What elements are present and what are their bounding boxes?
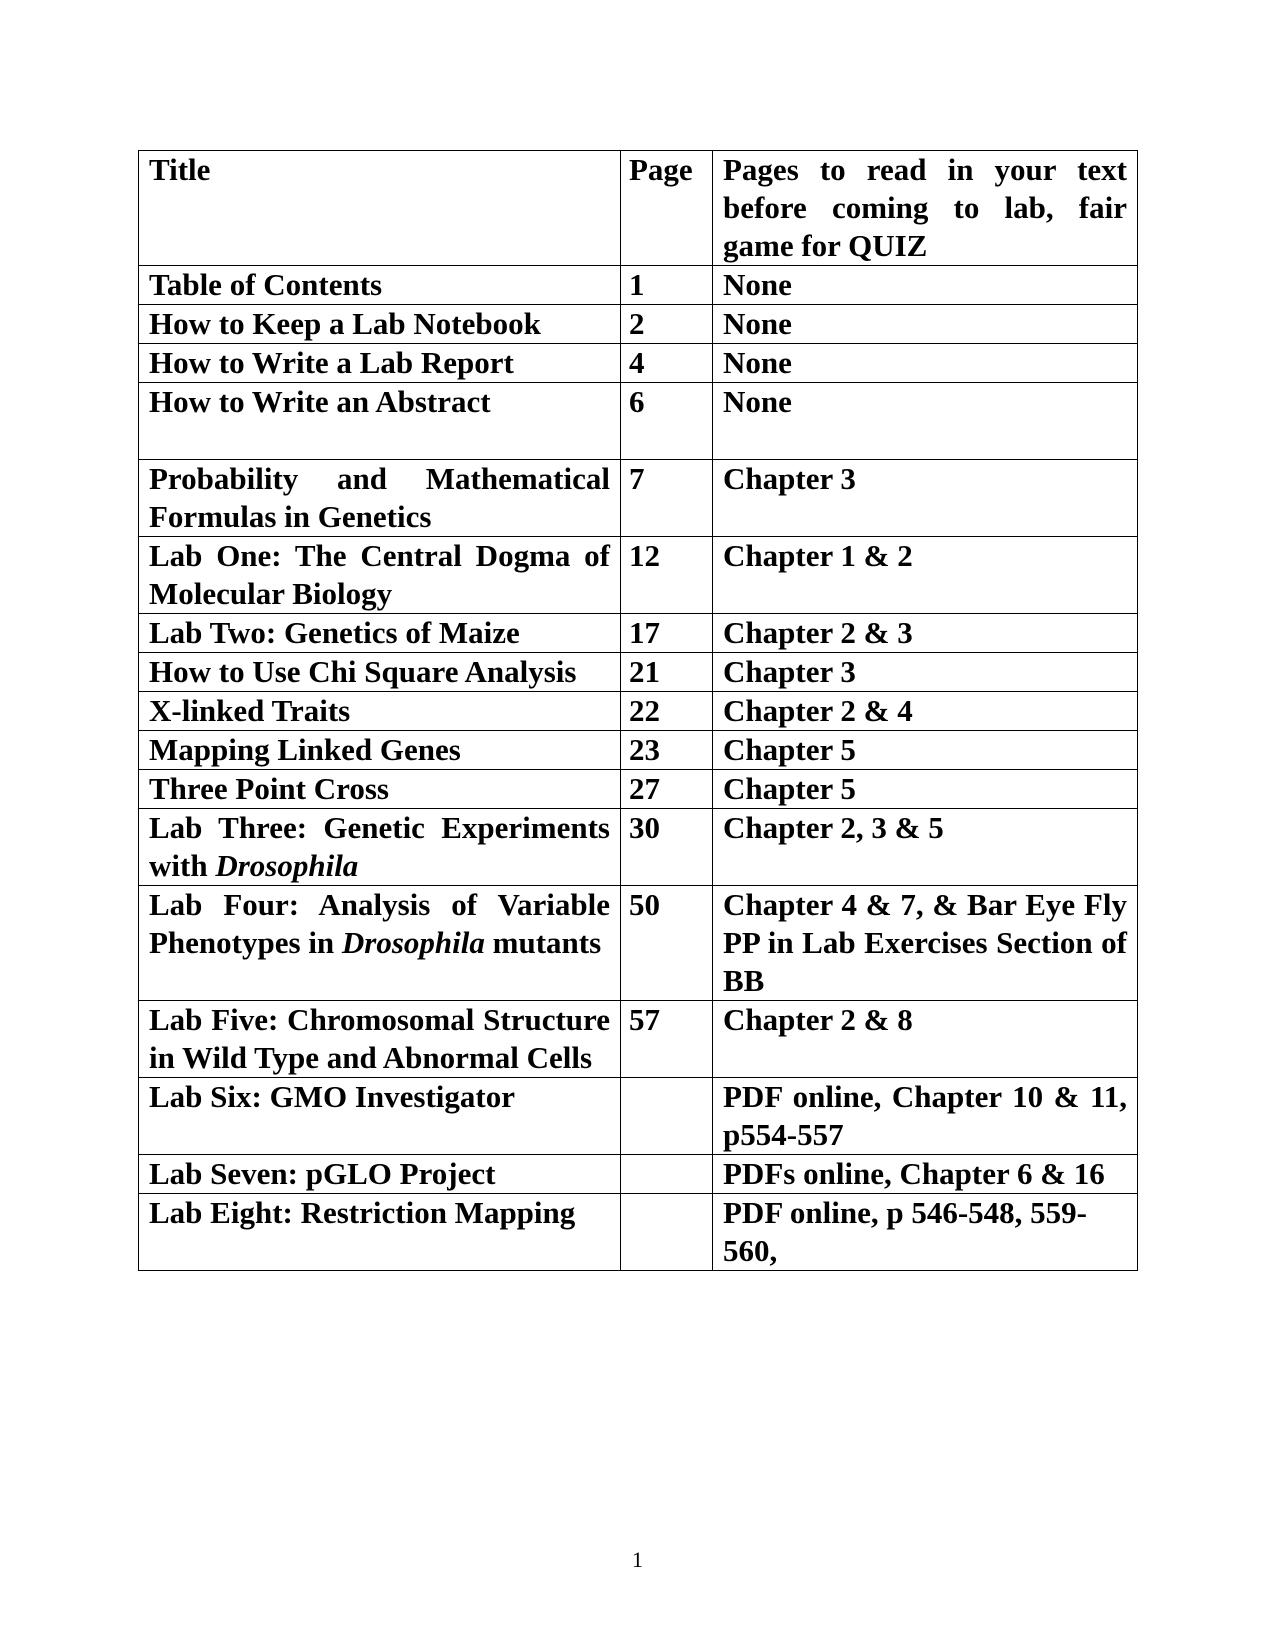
row-title: How to Keep a Lab Notebook <box>139 305 621 344</box>
row-title: Three Point Cross <box>139 770 621 809</box>
row-reading: PDF online, p 546-548, 559-560, <box>713 1194 1138 1271</box>
row-page <box>621 1155 713 1194</box>
row-page: 27 <box>621 770 713 809</box>
row-reading: PDFs online, Chapter 6 & 16 <box>713 1155 1138 1194</box>
row-page: 50 <box>621 886 713 1001</box>
row-page: 22 <box>621 692 713 731</box>
header-title: Title <box>139 151 621 266</box>
row-reading: None <box>713 344 1138 383</box>
row-title: Mapping Linked Genes <box>139 731 621 770</box>
table-row <box>139 383 1138 460</box>
row-reading: None <box>713 383 1138 460</box>
row-title-text: Lab Four: Analysis of Variable Phenotypes in <box>149 887 610 960</box>
row-title: How to Write a Lab Report <box>139 344 621 383</box>
table-row <box>139 305 1138 344</box>
row-page: 30 <box>621 809 713 886</box>
row-reading: PDF online, Chapter 10 & 11, p554-557 <box>713 1078 1138 1155</box>
table-row <box>139 1001 1138 1078</box>
table-row <box>139 886 1138 1001</box>
table-row <box>139 809 1138 886</box>
row-title-species: Drosophila <box>341 925 485 960</box>
table-row <box>139 1078 1138 1155</box>
row-page: 7 <box>621 460 713 537</box>
table-header-row <box>139 151 1138 266</box>
row-page: 4 <box>621 344 713 383</box>
contents-table <box>138 150 1138 1271</box>
row-reading: None <box>713 266 1138 305</box>
row-title: Lab Seven: pGLO Project <box>139 1155 621 1194</box>
row-page: 6 <box>621 383 713 460</box>
header-reading: Pages to read in your text before coming to lab, fair game for QUIZ <box>713 151 1138 266</box>
row-reading: Chapter 4 & 7, & Bar Eye Fly PP in Lab Exercises Section of BB <box>713 886 1138 1001</box>
row-page <box>621 1078 713 1155</box>
row-title <box>139 886 621 1001</box>
table-row <box>139 537 1138 614</box>
row-page: 57 <box>621 1001 713 1078</box>
row-reading: Chapter 3 <box>713 653 1138 692</box>
row-reading: Chapter 2 & 8 <box>713 1001 1138 1078</box>
row-title-species: Drosophila <box>215 848 359 883</box>
row-title: Lab One: The Central Dogma of Molecular Biology <box>139 537 621 614</box>
row-page: 1 <box>621 266 713 305</box>
row-title: Table of Contents <box>139 266 621 305</box>
row-reading: Chapter 1 & 2 <box>713 537 1138 614</box>
table-row <box>139 1155 1138 1194</box>
row-reading: None <box>713 305 1138 344</box>
row-page: 2 <box>621 305 713 344</box>
row-reading: Chapter 2, 3 & 5 <box>713 809 1138 886</box>
row-title: Lab Six: GMO Investigator <box>139 1078 621 1155</box>
row-title: Lab Eight: Restriction Mapping <box>139 1194 621 1271</box>
table-row <box>139 344 1138 383</box>
row-title: X-linked Traits <box>139 692 621 731</box>
row-page: 23 <box>621 731 713 770</box>
table-row <box>139 1194 1138 1271</box>
row-reading: Chapter 2 & 4 <box>713 692 1138 731</box>
table-row <box>139 692 1138 731</box>
row-title-text: Lab Three: Genetic Experiments with <box>149 810 610 883</box>
row-reading: Chapter 3 <box>713 460 1138 537</box>
table-row <box>139 614 1138 653</box>
row-page: 17 <box>621 614 713 653</box>
table-row <box>139 266 1138 305</box>
table-row <box>139 653 1138 692</box>
row-page: 21 <box>621 653 713 692</box>
row-title-suffix: mutants <box>492 925 602 960</box>
row-page: 12 <box>621 537 713 614</box>
row-title: Probability and Mathematical Formulas in Genetics <box>139 460 621 537</box>
table-row <box>139 460 1138 537</box>
table-row <box>139 731 1138 770</box>
row-title: How to Write an Abstract <box>139 383 621 460</box>
page-number: 1 <box>632 1547 643 1572</box>
row-reading: Chapter 5 <box>713 731 1138 770</box>
header-page: Page <box>621 151 713 266</box>
row-page <box>621 1194 713 1271</box>
row-title <box>139 809 621 886</box>
table-row <box>139 770 1138 809</box>
row-title: How to Use Chi Square Analysis <box>139 653 621 692</box>
row-reading: Chapter 5 <box>713 770 1138 809</box>
row-title: Lab Two: Genetics of Maize <box>139 614 621 653</box>
row-reading: Chapter 2 & 3 <box>713 614 1138 653</box>
row-title: Lab Five: Chromosomal Structure in Wild Type and Abnormal Cells <box>139 1001 621 1078</box>
